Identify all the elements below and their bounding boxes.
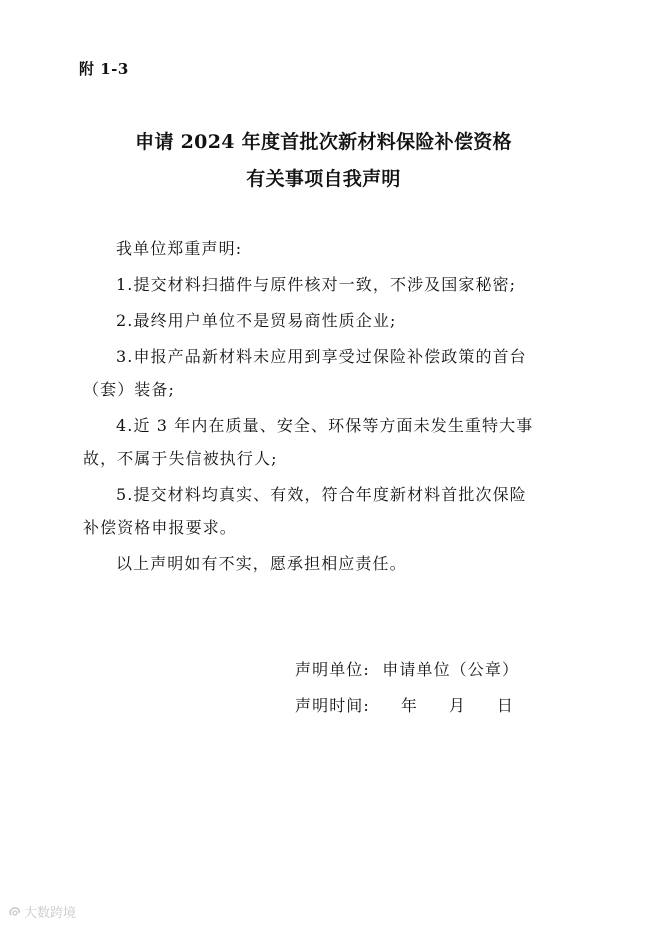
watermark	[8, 902, 76, 921]
document-title-line-2: 有关事项自我声明	[246, 168, 401, 190]
declaration-intro: 我单位郑重声明:	[116, 239, 243, 258]
declaration-item-3-line-1: 3.申报产品新材料未应用到享受过保险补偿政策的首台	[116, 347, 527, 366]
declaration-closing: 以上声明如有不实，愿承担相应责任。	[116, 554, 407, 573]
declaration-item-5-line-1: 5.提交材料均真实、有效，符合年度新材料首批次保险	[116, 485, 527, 504]
declaration-item-2: 2.最终用户单位不是贸易商性质企业;	[116, 311, 397, 330]
signature-unit: 声明单位: 申请单位（公章）	[295, 660, 520, 679]
signature-time: 声明时间: 年 月 日	[295, 696, 514, 715]
declaration-item-4-line-1: 4.近 3 年内在质量、安全、环保等方面未发生重特大事	[116, 416, 534, 435]
declaration-item-5-line-2: 补偿资格申报要求。	[83, 518, 237, 537]
watermark-logo-icon	[8, 905, 22, 919]
document-title-line-1: 申请 2024 年度首批次新材料保险补偿资格	[135, 131, 512, 153]
declaration-item-1: 1.提交材料扫描件与原件核对一致，不涉及国家秘密;	[116, 275, 517, 294]
declaration-item-4-line-2: 故，不属于失信被执行人;	[83, 449, 278, 468]
attachment-label: 附 1-3	[79, 60, 129, 78]
declaration-item-3-line-2: （套）装备;	[83, 380, 175, 399]
watermark-text: 大数跨境	[24, 906, 77, 921]
